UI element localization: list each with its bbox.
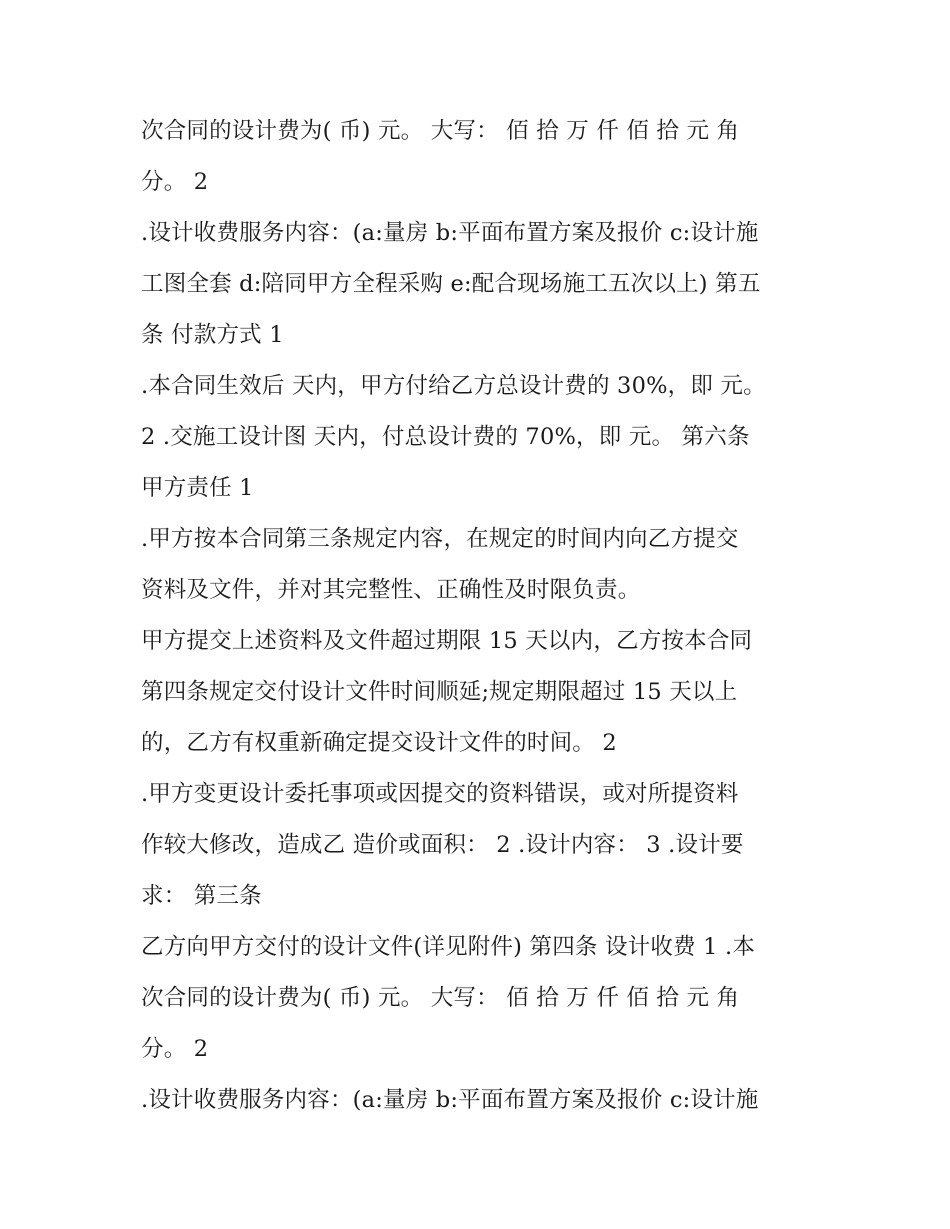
text-line: .甲方变更设计委托事项或因提交的资料错误，或对所提资料 xyxy=(141,781,739,807)
text-line: 求： 第三条 xyxy=(141,883,262,909)
text-line: 2 .交施工设计图 天内，付总设计费的 70%，即 元。 第六条 xyxy=(141,424,750,450)
text-line: 次合同的设计费为( 币) 元。 大写： 佰 拾 万 仟 佰 拾 元 角 xyxy=(141,118,740,144)
text-line: .设计收费服务内容：(a:量房 b:平面布置方案及报价 c:设计施 xyxy=(141,1087,759,1113)
text-line: 甲方责任 1 xyxy=(141,475,254,501)
text-line: .设计收费服务内容：(a:量房 b:平面布置方案及报价 c:设计施 xyxy=(141,220,759,246)
text-line: 条 付款方式 1 xyxy=(141,322,284,348)
text-line: .本合同生效后 天内，甲方付给乙方总设计费的 30%，即 元。 xyxy=(141,373,766,399)
text-line: 资料及文件，并对其完整性、正确性及时限负责。 xyxy=(141,577,641,603)
text-line: 工图全套 d:陪同甲方全程采购 e:配合现场施工五次以上) 第五 xyxy=(141,271,761,297)
text-line: 次合同的设计费为( 币) 元。 大写： 佰 拾 万 仟 佰 拾 元 角 xyxy=(141,985,740,1011)
text-line: 乙方向甲方交付的设计文件(详见附件) 第四条 设计收费 1 .本 xyxy=(141,934,756,960)
text-line: 甲方提交上述资料及文件超过期限 15 天以内，乙方按本合同 xyxy=(141,628,753,654)
text-line: 分。 2 xyxy=(141,1036,209,1062)
text-line: .甲方按本合同第三条规定内容，在规定的时间内向乙方提交 xyxy=(141,526,739,552)
contract-text xyxy=(141,106,821,1126)
text-line: 作较大修改，造成乙 造价或面积： 2 .设计内容： 3 .设计要 xyxy=(141,832,744,858)
text-line: 第四条规定交付设计文件时间顺延;规定期限超过 15 天以上 xyxy=(141,679,738,705)
text-line: 分。 2 xyxy=(141,169,209,195)
text-line: 的，乙方有权重新确定提交设计文件的时间。 2 xyxy=(141,730,617,756)
